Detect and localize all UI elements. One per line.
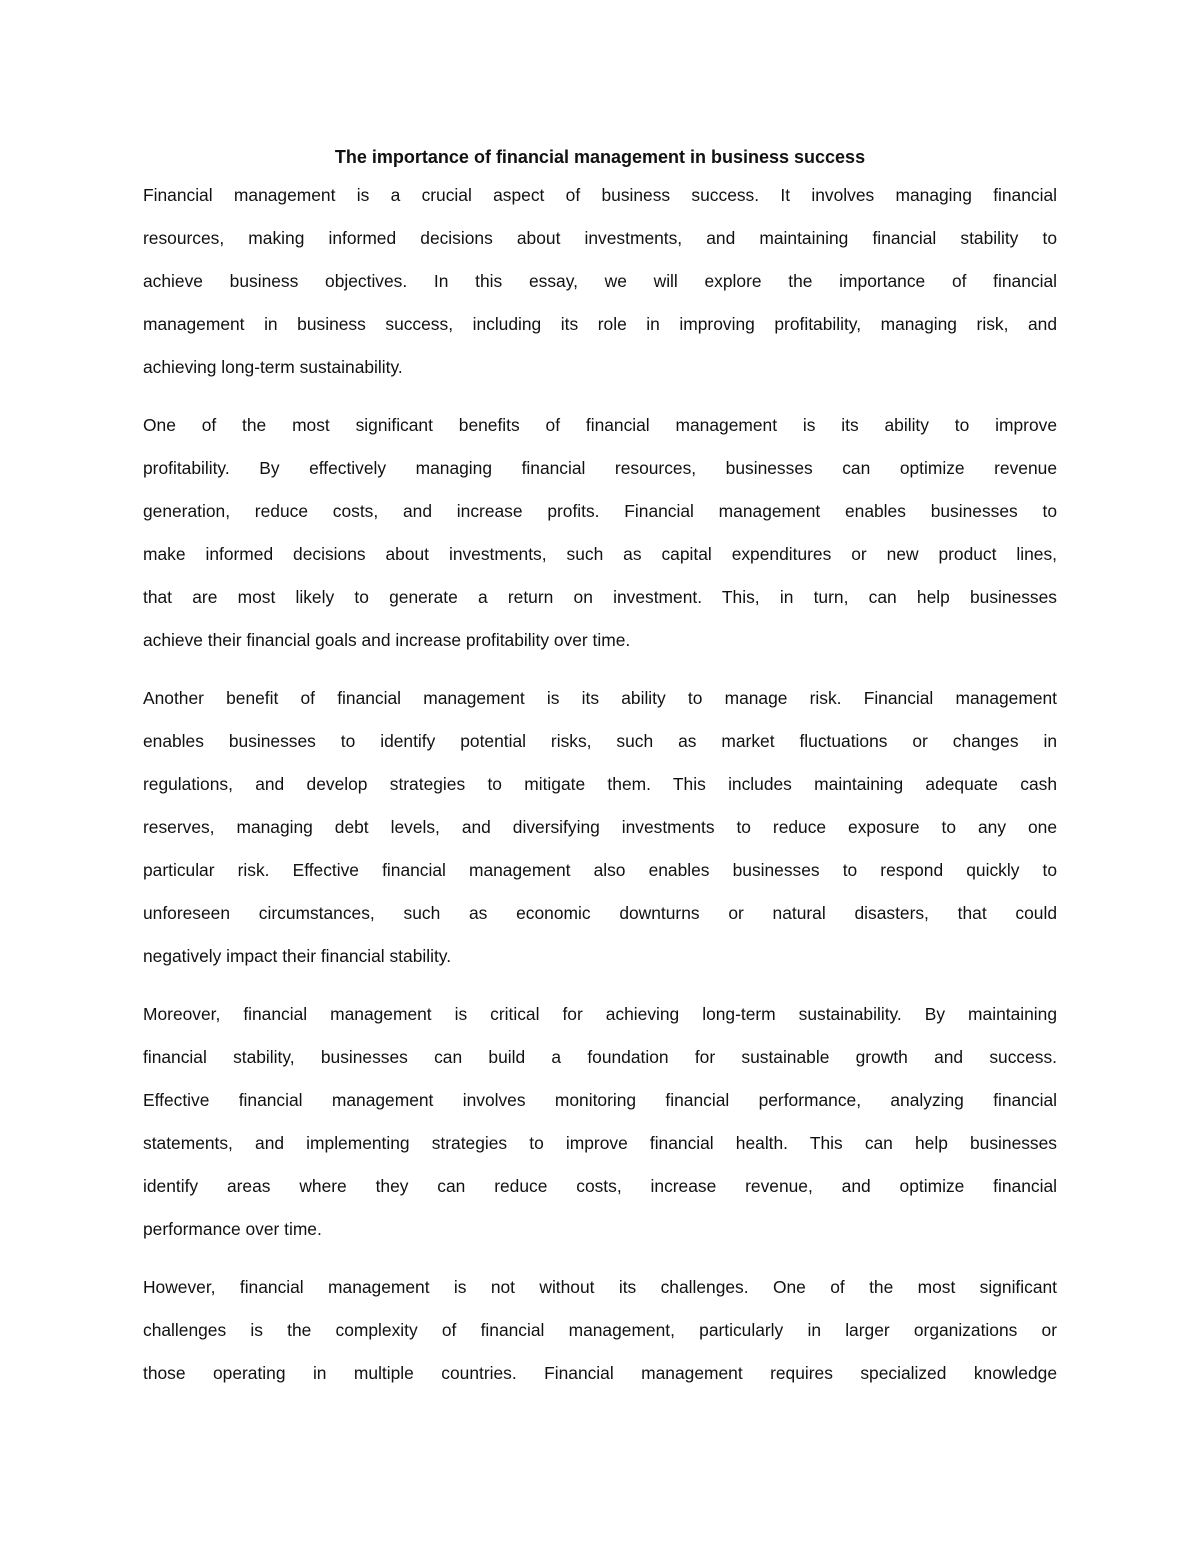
text-line: those operating in multiple countries. Financial management requires specialized knowledge: [143, 1363, 1057, 1383]
document-body: [143, 174, 1057, 1395]
text-line: achieve their financial goals and increase profitability over time.: [143, 630, 631, 650]
text-line: profitability. By effectively managing financial resources, businesses can optimize revenue: [143, 458, 1057, 478]
text-line: management in business success, including its role in improving profitability, managing risk, and: [143, 314, 1057, 334]
text-line: Financial management is a crucial aspect of business success. It involves managing financial: [143, 185, 1057, 205]
text-line: regulations, and develop strategies to mitigate them. This includes maintaining adequate cash: [143, 774, 1057, 794]
text-line: identify areas where they can reduce costs, increase revenue, and optimize financial: [143, 1176, 1057, 1196]
text-line: enables businesses to identify potential risks, such as market fluctuations or changes in: [143, 731, 1057, 751]
text-line: One of the most significant benefits of financial management is its ability to improve: [143, 415, 1057, 435]
text-line: achieve business objectives. In this essay, we will explore the importance of financial: [143, 271, 1057, 291]
text-line: make informed decisions about investments, such as capital expenditures or new product lines,: [143, 544, 1057, 564]
text-line: generation, reduce costs, and increase profits. Financial management enables businesses to: [143, 501, 1057, 521]
document-page: [143, 140, 1057, 1410]
text-line: performance over time.: [143, 1219, 322, 1239]
text-line: statements, and implementing strategies to improve financial health. This can help businesses: [143, 1133, 1057, 1153]
paragraph: [143, 174, 1057, 389]
text-line: unforeseen circumstances, such as economic downturns or natural disasters, that could: [143, 903, 1057, 923]
paragraph: [143, 993, 1057, 1251]
text-line: However, financial management is not without its challenges. One of the most significant: [143, 1277, 1057, 1297]
text-line: reserves, managing debt levels, and diversifying investments to reduce exposure to any one: [143, 817, 1057, 837]
text-line: financial stability, businesses can build a foundation for sustainable growth and success.: [143, 1047, 1057, 1067]
paragraph: [143, 1266, 1057, 1395]
text-line: that are most likely to generate a return on investment. This, in turn, can help businesses: [143, 587, 1057, 607]
paragraph: [143, 404, 1057, 662]
text-line: resources, making informed decisions about investments, and maintaining financial stability to: [143, 228, 1057, 248]
text-line: particular risk. Effective financial management also enables businesses to respond quickly to: [143, 860, 1057, 880]
paragraph: [143, 677, 1057, 978]
text-line: negatively impact their financial stability.: [143, 946, 452, 966]
document-title: The importance of financial management in business success: [334, 147, 866, 167]
text-line: achieving long-term sustainability.: [143, 357, 403, 377]
text-line: Effective financial management involves monitoring financial performance, analyzing financial: [143, 1090, 1057, 1110]
text-line: Moreover, financial management is critical for achieving long-term sustainability. By maintaining: [143, 1004, 1057, 1024]
text-line: challenges is the complexity of financial management, particularly in larger organizations or: [143, 1320, 1057, 1340]
text-line: Another benefit of financial management is its ability to manage risk. Financial management: [143, 688, 1057, 708]
